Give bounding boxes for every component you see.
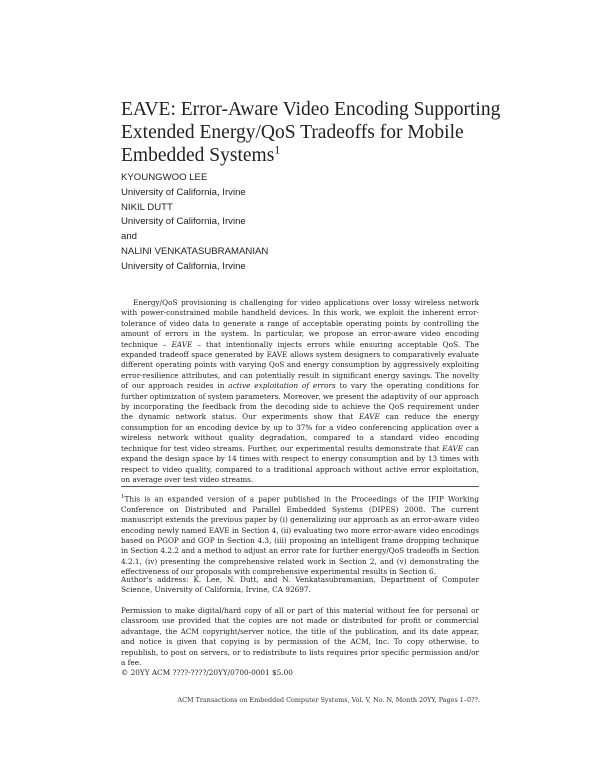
footnote (121, 492, 479, 578)
title-line-3 (121, 144, 541, 167)
abstract-emphasis: active exploitation of errors (228, 381, 336, 391)
footnote-mark: 1 (121, 494, 125, 500)
abstract-text: to vary the operating conditions for further optimization of system parameters. Moreover, we present the adaptivity of our approach by incorporating the feedback from the decoding side to achieve the QoS requirement under the dynamic network status. Our experiments show that (121, 381, 479, 422)
abstract (121, 298, 479, 485)
author-name: NIKIL DUTT (121, 201, 173, 213)
abstract-eave-emphasis: EAVE (171, 339, 193, 349)
author-block (121, 171, 268, 275)
paper-title (121, 98, 541, 167)
abstract-eave-emphasis: EAVE (359, 412, 380, 422)
author-conjunction: and (121, 231, 138, 243)
author-affiliation: University of California, Irvine (121, 216, 246, 228)
title-footnote-mark: 1 (274, 142, 281, 157)
title-line-3-text: Embedded Systems (121, 145, 275, 166)
author-address: Author's address: K. Lee, N. Dutt, and N. Venkatasubramanian, Department of Computer Science, University of California, Irvine, CA 92697. (121, 575, 479, 595)
author-affiliation: University of California, Irvine (121, 260, 246, 272)
running-footer: ACM Transactions on Embedded Computer Systems, Vol. V, No. N, Month 20YY, Pages 1–0??. (177, 696, 480, 704)
author-affiliation: University of California, Irvine (121, 186, 246, 198)
author-name: KYOUNGWOO LEE (121, 172, 208, 183)
abstract-text: – that intentionally injects errors while ensuring acceptable QoS. The expanded tradeoff space generated by EAVE allows system designers to comparatively evaluate different operating points with varying QoS and energy consumption by aggressively exploiting error-resilience attributes, and can potentially result in significant energy savings. The novelty of our approach resides in (121, 339, 480, 391)
abstract-text: Energy/QoS provisioning is challenging for video applications over lossy wireless network with power-constrained mobile handheld devices. In this work, we exploit the inherent error-tolerance of video data to generate a range of acceptable operating points by controlling the amount of errors in the system. In particular, we propose an error-aware video encoding technique – (121, 298, 479, 349)
abstract-text: can expand the design space by 14 times with respect to energy consumption and by 13 times with respect to video quality, compared to a traditional approach without active error exploitation, on average over test video streams. (121, 443, 479, 484)
title-line-1: EAVE: Error-Aware Video Encoding Supporting (121, 99, 501, 120)
abstract-eave-emphasis: EAVE (442, 443, 464, 453)
copyright-line: © 20YY ACM ????-????/20YY/0700-0001 $5.00 (121, 668, 293, 677)
footnote-divider (121, 486, 479, 487)
permission-notice: Permission to make digital/hard copy of all or part of this material without fee for personal or classroom use provided that the copies are not made or distributed for profit or commercial advantage, the ACM copyright/server notice, the title of the publication, and its date appear, and notice is given that copying is by permission of the ACM, Inc. To copy otherwise, to republish, to post on servers, or to redistribute to lists requires prior specific permission and/or a fee. (121, 606, 479, 668)
abstract-text: can reduce the energy consumption for an encoding device by up to 37% for a video conferencing application over a wireless network without quality degradation, compared to a standard video encoding technique for test video streams. Further, our experimental results demonstrate that (121, 412, 479, 453)
author-name: NALINI VENKATASUBRAMANIAN (121, 245, 269, 257)
footnote-text: This is an expanded version of a paper published in the Proceedings of the IFIP Working Conference on Distributed and Parallel Embedded Systems (DIPES) 2008. The current manuscript extends the previous paper by (i) generalizing our approach as an error-aware video encoding newly named EAVE in Section 4, (ii) evaluating two more error-aware video encodings based on PGOP and GOP in Section 4.3, (iii) proposing an intelligent frame dropping technique in Section 4.2.2 and a method to adjust an error rate for further energy/QoS tradeoffs in Section 4.2.1, (iv) presenting the comprehensive related work in Section 2, and (v) demonstrating the effectiveness of our proposals with comprehensive experimental results in Section 6. (121, 494, 480, 577)
title-line-2: Extended Energy/QoS Tradeoffs for Mobile (121, 122, 464, 143)
